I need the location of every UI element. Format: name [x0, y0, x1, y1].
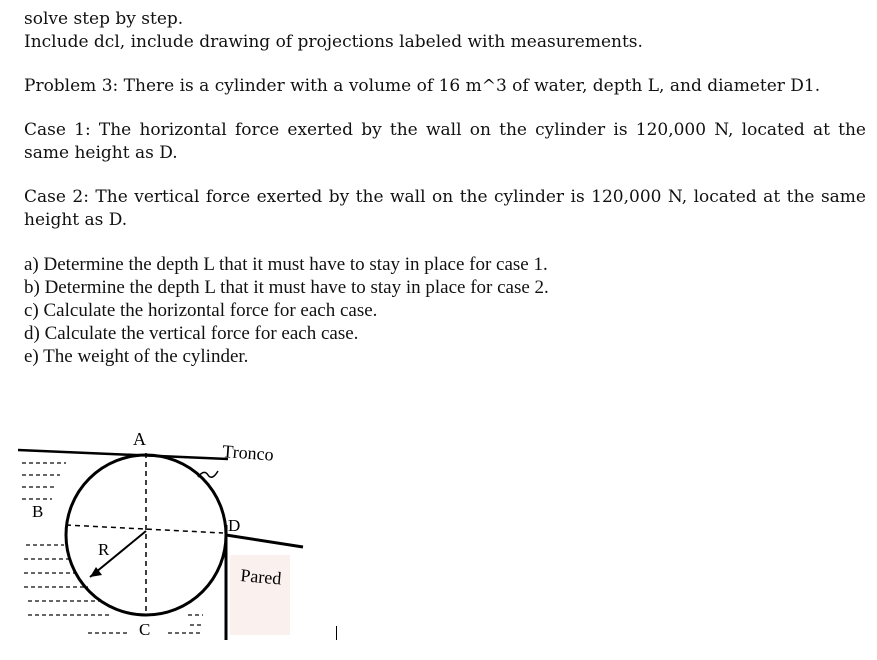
instruction-line-2: Include dcl, include drawing of projections labeled with measurements. [24, 32, 643, 52]
label-a: A [133, 429, 146, 449]
label-c: C [139, 620, 151, 639]
question-b: b) Determine the depth L that it must have to stay in place for case 2. [24, 277, 549, 298]
label-pared: Pared [239, 565, 283, 589]
label-b: B [32, 502, 44, 521]
question-d: d) Calculate the vertical force for each case. [24, 323, 359, 344]
case-2-text: Case 2: The vertical force exerted by the wall on the cylinder is 120,000 N, located at the same height as D. [24, 187, 866, 230]
label-r: R [98, 540, 110, 559]
question-list [24, 253, 866, 368]
cylinder-wall-diagram [18, 425, 318, 650]
text-cursor [336, 626, 337, 640]
question-e: e) The weight of the cylinder. [24, 346, 249, 367]
label-tronco: Tronco [221, 441, 275, 465]
wall-top-line [226, 535, 303, 547]
problem-statement: Problem 3: There is a cylinder with a volume of 16 m^3 of water, depth L, and diameter D1. [24, 76, 821, 96]
question-a: a) Determine the depth L that it must have to stay in place for case 1. [24, 254, 548, 275]
document-body [24, 8, 866, 368]
case-1-text: Case 1: The horizontal force exerted by the wall on the cylinder is 120,000 N, located at the same height as D. [24, 120, 866, 163]
question-c: c) Calculate the horizontal force for each case. [24, 300, 378, 321]
instruction-line-1: solve step by step. [24, 9, 184, 29]
label-d: D [228, 516, 241, 535]
